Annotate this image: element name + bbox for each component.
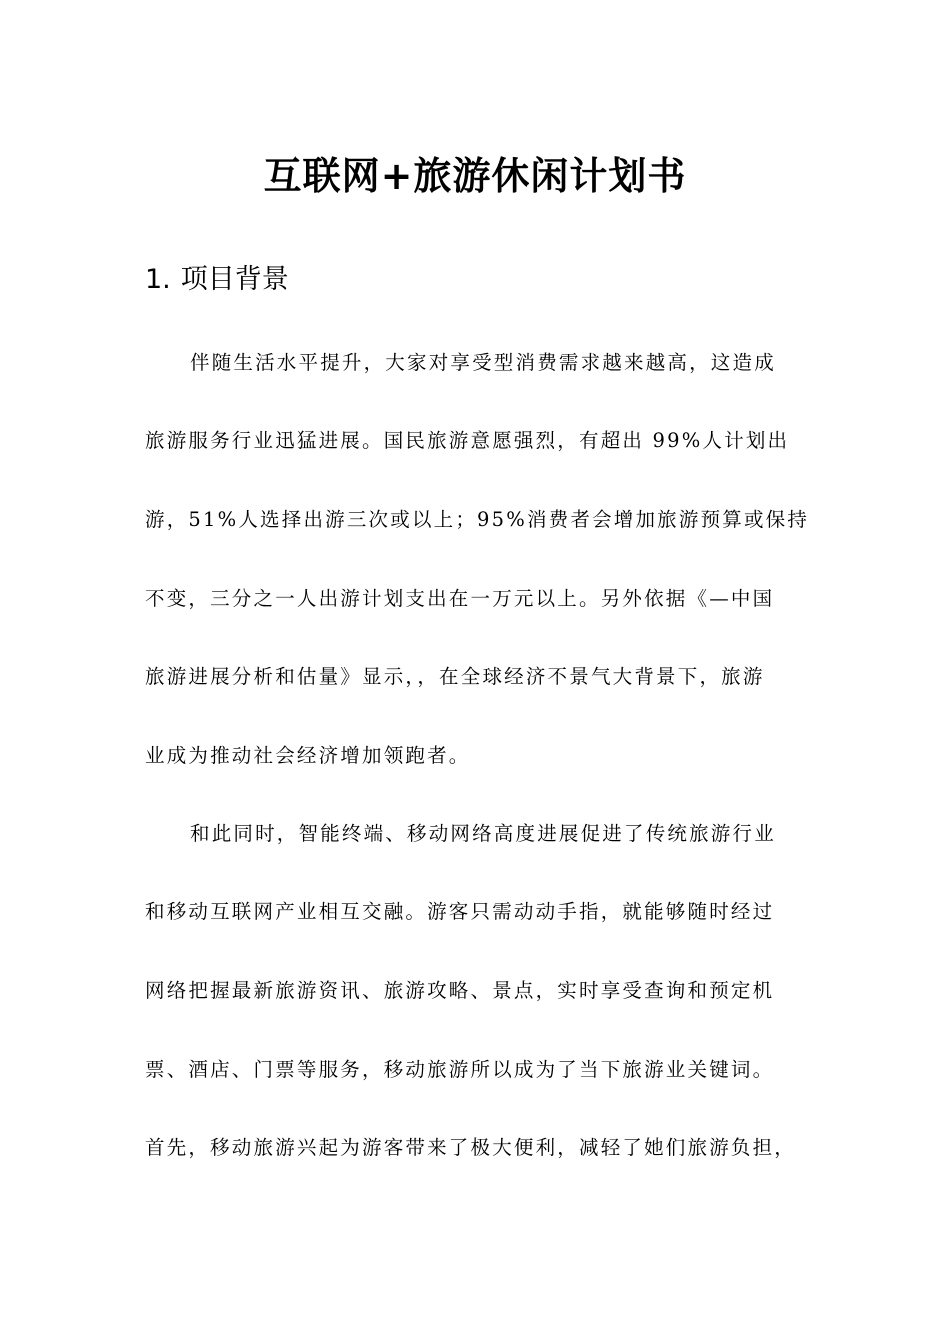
paragraph-line: 首先，移动旅游兴起为游客带来了极大便利，减轻了她们旅游负担， (145, 1136, 797, 1159)
paragraph-line: 旅游服务行业迅猛进展。国民旅游意愿强烈，有超出 99%人计划出 (145, 429, 790, 452)
paragraph-line: 网络把握最新旅游资讯、旅游攻略、景点，实时享受查询和预定机 (145, 979, 775, 1002)
section-number: 1. (145, 264, 171, 295)
paragraph-line: 票、酒店、门票等服务，移动旅游所以成为了当下旅游业关键词。 (145, 1058, 775, 1081)
section-heading (145, 258, 289, 302)
paragraph-line: 旅游进展分析和估量》显示，，在全球经济不景气大背景下，旅游 (145, 665, 765, 688)
paragraph-line: 和移动互联网产业相互交融。游客只需动动手指，就能够随时经过 (145, 900, 775, 923)
paragraph-line: 伴随生活水平提升，大家对享受型消费需求越来越高，这造成 (190, 351, 776, 374)
paragraph-line: 业成为推动社会经济增加领跑者。 (145, 744, 471, 767)
paragraph-line: 和此同时，智能终端、移动网络高度进展促进了传统旅游行业 (190, 822, 776, 845)
paragraph-line: 不变，三分之一人出游计划支出在一万元以上。另外依据《—中国 (145, 587, 775, 610)
section-heading-text: 项目背景 (180, 264, 289, 295)
paragraph-line: 游，51%人选择出游三次或以上；95%消费者会增加旅游预算或保持 (145, 508, 810, 531)
document-title: 互联网+旅游休闲计划书 (263, 154, 687, 198)
